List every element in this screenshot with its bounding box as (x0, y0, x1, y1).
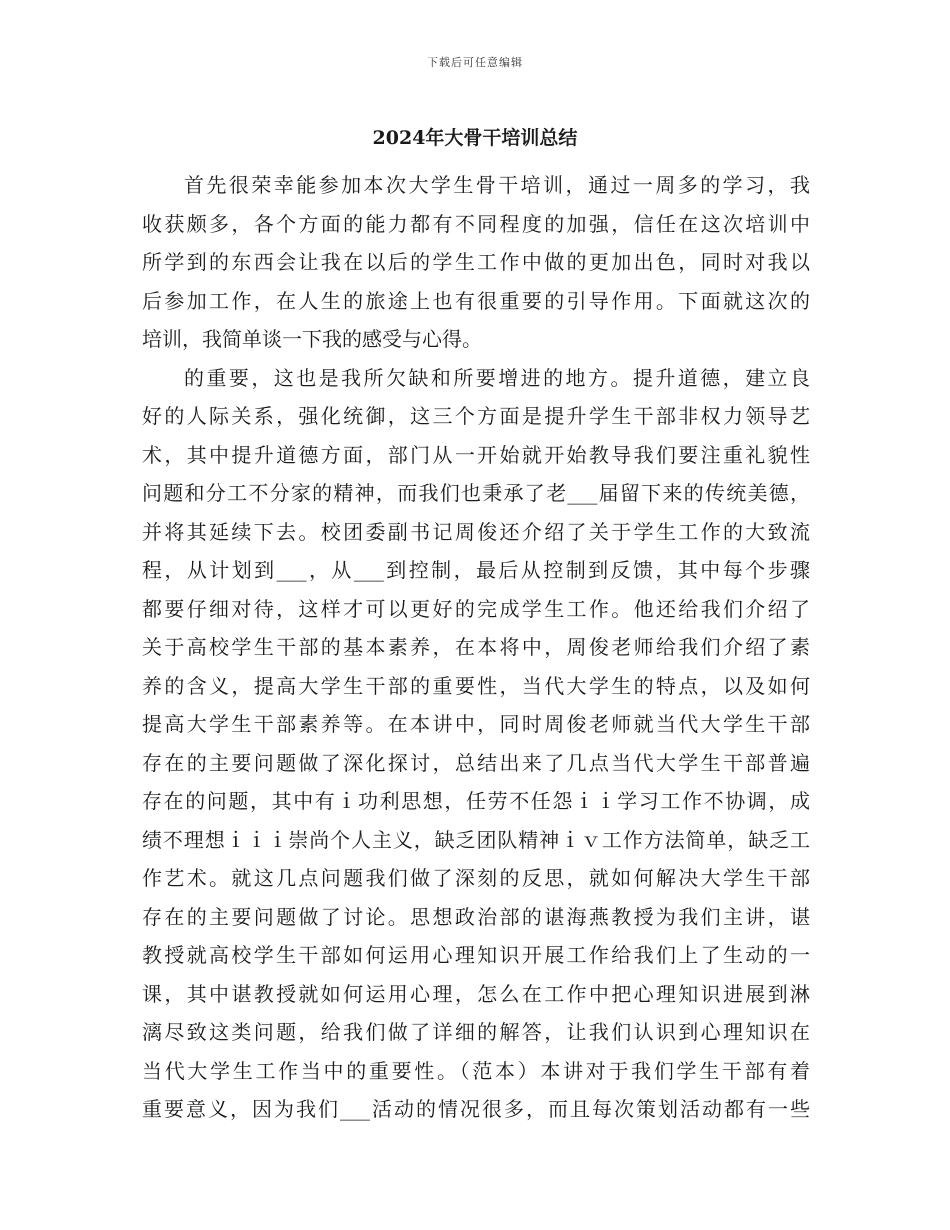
text-line: 当代大学生工作当中的重要性。（范本）本讲对于我们学生干部有着 (142, 1058, 810, 1083)
text-line: 绩不理想ｉｉｉ崇尚个人主义，缺乏团队精神ｉｖ工作方法简单，缺乏工 (142, 827, 810, 852)
text-line: 问题和分工不分家的精神，而我们也秉承了老___届留下来的传统美德， (142, 481, 810, 505)
document-body (142, 166, 810, 1129)
document-title: 2024年大骨干培训总结 (372, 127, 578, 149)
text-line: 重要意义，因为我们___活动的情况很多，而且每次策划活动都有一些 (142, 1097, 810, 1121)
text-line: 存在的主要问题做了讨论。思想政治部的谌海燕教授为我们主讲，谌 (142, 904, 810, 929)
text-line: 程，从计划到___，从___到控制，最后从控制到反馈，其中每个步骤 (142, 558, 810, 582)
text-line: 的重要，这也是我所欠缺和所要增进的地方。提升道德，建立良 (184, 365, 810, 390)
text-line: 存在的问题，其中有ｉ功利思想，任劳不任怨ｉｉ学习工作不协调，成 (142, 789, 810, 813)
text-line: 关于高校学生干部的基本素养，在本将中，周俊老师给我们介绍了素 (142, 635, 810, 659)
text-line: 存在的主要问题做了深化探讨，总结出来了几点当代大学生干部普遍 (142, 750, 810, 775)
header-note: 下载后可任意编辑 (427, 56, 523, 69)
text-line: 漓尽致这类问题，给我们做了详细的解答，让我们认识到心理知识在 (142, 1020, 810, 1044)
text-line: 养的含义，提高大学生干部的重要性，当代大学生的特点，以及如何 (142, 673, 810, 698)
text-line: 都要仔细对待，这样才可以更好的完成学生工作。他还给我们介绍了 (142, 596, 810, 621)
text-line: 教授就高校学生干部如何运用心理知识开展工作给我们上了生动的一 (142, 943, 810, 967)
text-line: 后参加工作，在人生的旅途上也有很重要的引导作用。下面就这次的 (142, 288, 810, 313)
text-line: 首先很荣幸能参加本次大学生骨干培训，通过一周多的学习，我 (184, 173, 810, 197)
text-line: 课，其中谌教授就如何运用心理，怎么在工作中把心理知识进展到淋 (142, 981, 810, 1006)
text-line: 作艺术。就这几点问题我们做了深刻的反思，就如何解决大学生干部 (142, 866, 810, 890)
text-line: 好的人际关系，强化统御，这三个方面是提升学生干部非权力领导艺 (142, 404, 810, 428)
text-line: 术，其中提升道德方面，部门从一开始就开始教导我们要注重礼貌性 (142, 442, 810, 467)
text-line: 并将其延续下去。校团委副书记周俊还介绍了关于学生工作的大致流 (142, 519, 810, 544)
text-line: 收获颇多，各个方面的能力都有不同程度的加强，信任在这次培训中 (142, 211, 810, 236)
text-line: 所学到的东西会让我在以后的学生工作中做的更加出色，同时对我以 (142, 250, 810, 274)
text-line: 提高大学生干部素养等。在本讲中，同时周俊老师就当代大学生干部 (142, 712, 810, 736)
text-line: 培训，我简单谈一下我的感受与心得。 (142, 327, 482, 351)
